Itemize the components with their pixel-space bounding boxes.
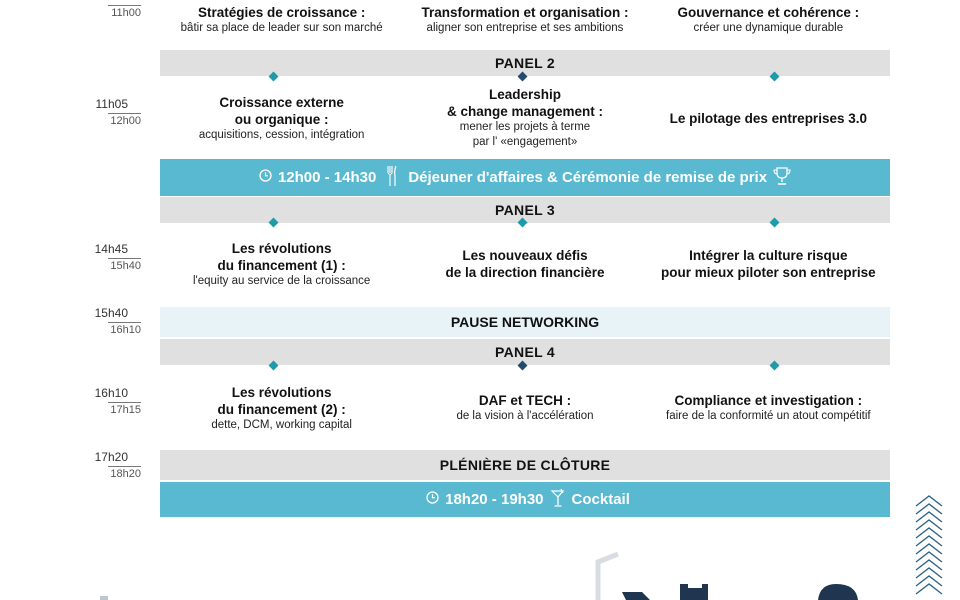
networking-band: PAUSE NETWORKING <box>160 307 890 337</box>
cocktail-glass-icon <box>550 488 566 512</box>
top-session-row <box>160 0 890 48</box>
session-title: ou organique : <box>234 111 329 127</box>
session-title: pour mieux piloter son entreprise <box>661 265 876 280</box>
session-subtitle: de la vision à l'accélération <box>456 410 594 422</box>
trophy-icon <box>773 166 791 190</box>
time-end: 12h00 <box>108 113 141 127</box>
session-title: du financement (1) : <box>217 257 346 273</box>
time-start: 16h10 <box>94 386 128 400</box>
session-subtitle: bâtir sa place de leader sur son marché <box>180 22 383 34</box>
logo-shapes-decoration <box>580 548 880 600</box>
session-transformation <box>403 0 646 48</box>
time-start: 15h40 <box>94 306 128 320</box>
clock-icon <box>259 169 272 186</box>
session-subtitle: créer une dynamique durable <box>693 22 844 34</box>
time-start: 11h05 <box>95 97 128 111</box>
time-start: 17h20 <box>94 450 128 464</box>
session-compliance <box>647 370 890 446</box>
session-subtitle: faire de la conformité un atout compétitif <box>666 410 871 422</box>
cutlery-icon <box>386 165 398 191</box>
clock-icon <box>426 491 439 508</box>
closing-band: PLÉNIÈRE DE CLÔTURE <box>160 450 890 480</box>
time-end: 18h20 <box>108 466 141 480</box>
session-title: Intégrer la culture risque <box>689 248 848 263</box>
bottom-left-mark <box>100 596 108 600</box>
time-start: 14h45 <box>94 242 128 256</box>
session-title: Les nouveaux défis <box>462 248 588 263</box>
session-title: du financement (2) : <box>217 401 346 417</box>
lunch-band <box>160 159 890 196</box>
time-end: 17h15 <box>108 402 141 416</box>
session-strategies <box>160 0 403 48</box>
session-culture-risque <box>647 228 890 300</box>
panel-4-header: PANEL 4 <box>160 339 890 365</box>
cocktail-label: Cocktail <box>571 491 630 508</box>
session-subtitle: aligner son entreprise et ses ambitions <box>426 22 624 34</box>
cocktail-time: 18h20 - 19h30 <box>445 491 544 508</box>
session-subtitle: dette, DCM, working capital <box>211 418 352 431</box>
session-title: Les révolutions <box>231 240 332 256</box>
session-title: Transformation et organisation : <box>421 5 629 20</box>
session-title: & change management : <box>446 104 604 119</box>
session-subtitle: par l' «engagement» <box>472 136 578 148</box>
session-pilotage <box>647 80 890 156</box>
session-title: Leadership <box>488 87 561 102</box>
time-end: 15h40 <box>108 258 141 272</box>
panel-2-sessions <box>160 80 890 156</box>
session-revolutions-2 <box>160 370 403 446</box>
session-title: de la direction financière <box>445 265 605 280</box>
session-revolutions-1 <box>160 228 403 300</box>
panel-3-header: PANEL 3 <box>160 197 890 223</box>
panel-2-header: PANEL 2 <box>160 50 890 76</box>
session-daf-tech <box>403 370 646 446</box>
session-title: Stratégies de croissance : <box>198 5 366 20</box>
session-subtitle: mener les projets à terme <box>459 121 591 133</box>
session-title: Le pilotage des entreprises 3.0 <box>669 110 867 126</box>
session-gouvernance <box>647 0 890 48</box>
lunch-label: Déjeuner d'affaires & Cérémonie de remise de prix <box>408 169 768 186</box>
panel-3-sessions <box>160 228 890 300</box>
panel-4-sessions <box>160 370 890 446</box>
session-title: Croissance externe <box>219 94 344 110</box>
chevron-pattern-decoration <box>914 494 944 600</box>
cocktail-band <box>160 482 890 517</box>
lunch-time: 12h00 - 14h30 <box>277 169 377 186</box>
session-title: Les révolutions <box>231 384 332 400</box>
session-nouveaux-defis <box>403 228 646 300</box>
session-croissance-externe <box>160 80 403 156</box>
session-subtitle: acquisitions, cession, intégration <box>198 128 365 141</box>
session-title: DAF et TECH : <box>478 393 572 408</box>
time-end: 16h10 <box>108 322 141 336</box>
session-title: Compliance et investigation : <box>674 393 863 408</box>
session-subtitle: l'equity au service de la croissance <box>192 274 371 287</box>
session-title: Gouvernance et cohérence : <box>677 5 860 20</box>
time-end: 11h00 <box>108 5 141 19</box>
session-leadership <box>403 80 646 156</box>
